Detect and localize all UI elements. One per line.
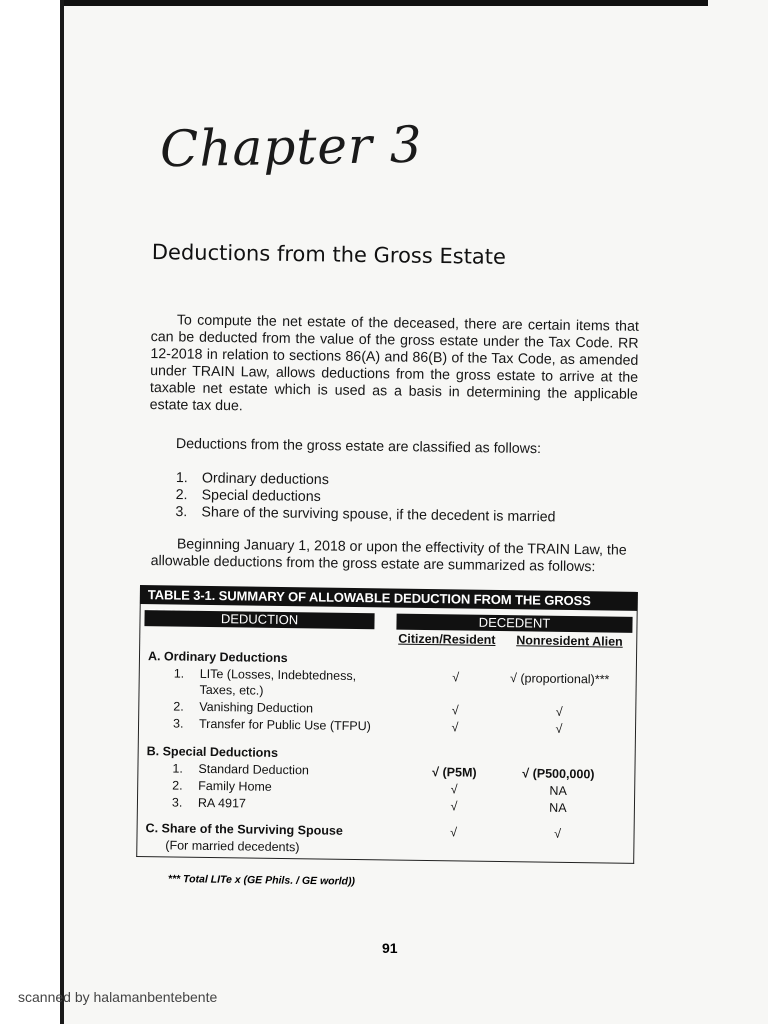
summary-intro-paragraph: Beginning January 1, 2018 or upon the effectivity of the TRAIN Law, the allowable deductions from the gross estate are summarized as follows: (150, 536, 627, 576)
table-title: TABLE 3-1. SUMMARY OF ALLOWABLE DEDUCTION FROM THE GROSS (140, 585, 638, 611)
row-label: Family Home (198, 778, 272, 794)
table-body (136, 604, 637, 864)
row-label: Vanishing Deduction (199, 699, 314, 716)
intro-paragraph: To compute the net estate of the deceased, there are certain items that can be deducted from the value of the gross estate under the Tax Code. RR 12-2018 in relation to sections 86(A) and 86(B) of the Tax Code, as amended under TRAIN Law, allows deductions from the gross estate to arrive at the taxable net estate which is used as a basis in determining the applicable estate tax due. (149, 312, 639, 415)
row-number: 3. (171, 795, 183, 810)
citizen-value: √ (450, 799, 458, 814)
citizen-value: √ (452, 670, 460, 685)
citizen-value: √ (451, 720, 459, 735)
group-sublabel: (For married decedents) (165, 838, 300, 855)
column-header-decedent: DECEDENT (396, 614, 632, 633)
row-label-continuation: Taxes, etc.) (199, 682, 264, 698)
nonresident-value: √ (P500,000) (522, 766, 595, 782)
group-label: B. Special Deductions (146, 744, 279, 760)
nonresident-value: NA (549, 800, 567, 815)
page-number: 91 (382, 940, 398, 956)
page-left-border (60, 0, 64, 1024)
classification-list (175, 470, 636, 527)
row-number: 1. (173, 666, 185, 681)
list-item-number: 2. (175, 486, 188, 504)
row-number: 2. (173, 699, 184, 714)
nonresident-value: √ (554, 826, 562, 841)
column-header-nonresident-alien: Nonresident Alien (516, 633, 623, 649)
page-top-border (60, 0, 708, 6)
list-item-number: 1. (175, 470, 188, 487)
list-item-text: Special deductions (201, 487, 321, 506)
row-label: LITe (Losses, Indebtedness, (199, 666, 357, 684)
deductions-summary-table (136, 585, 638, 864)
row-label: Transfer for Public Use (TFPU) (198, 716, 371, 734)
scan-credit-watermark: scanned by halamanbentebente (18, 989, 218, 1005)
row-number: 2. (172, 778, 183, 793)
nonresident-value: √ (555, 704, 563, 719)
row-number: 1. (172, 761, 183, 776)
section-heading: Deductions from the Gross Estate (151, 240, 507, 269)
table-header-row (140, 610, 636, 633)
list-item-text: Ordinary deductions (201, 470, 329, 489)
list-item-number: 3. (175, 503, 188, 521)
list-item-text: Share of the surviving spouse, if the decedent is married (201, 504, 556, 526)
nonresident-value: √ (555, 721, 563, 736)
table-footnote: *** Total LITe x (GE Phils. / GE world)) (167, 873, 356, 888)
group-label: A. Ordinary Deductions (147, 649, 288, 666)
column-header-deduction: DEDUCTION (144, 610, 374, 629)
citizen-value: √ (450, 825, 458, 840)
group-label: C. Share of the Surviving Spouse (145, 821, 343, 838)
citizen-value: √ (451, 703, 459, 718)
column-header-citizen-resident: Citizen/Resident (398, 631, 496, 647)
citizen-value: √ (450, 782, 458, 797)
nonresident-value: √ (proportional)*** (509, 671, 610, 687)
row-number: 3. (172, 716, 184, 731)
citizen-value: √ (P5M) (432, 765, 477, 780)
classification-intro: Deductions from the gross estate are classified as follows: (175, 436, 542, 458)
row-label: Standard Deduction (198, 761, 310, 778)
page-margin-left (0, 0, 60, 1024)
chapter-title: Chapter 3 (159, 115, 424, 179)
nonresident-value: NA (549, 783, 567, 798)
row-label: RA 4917 (197, 795, 247, 811)
